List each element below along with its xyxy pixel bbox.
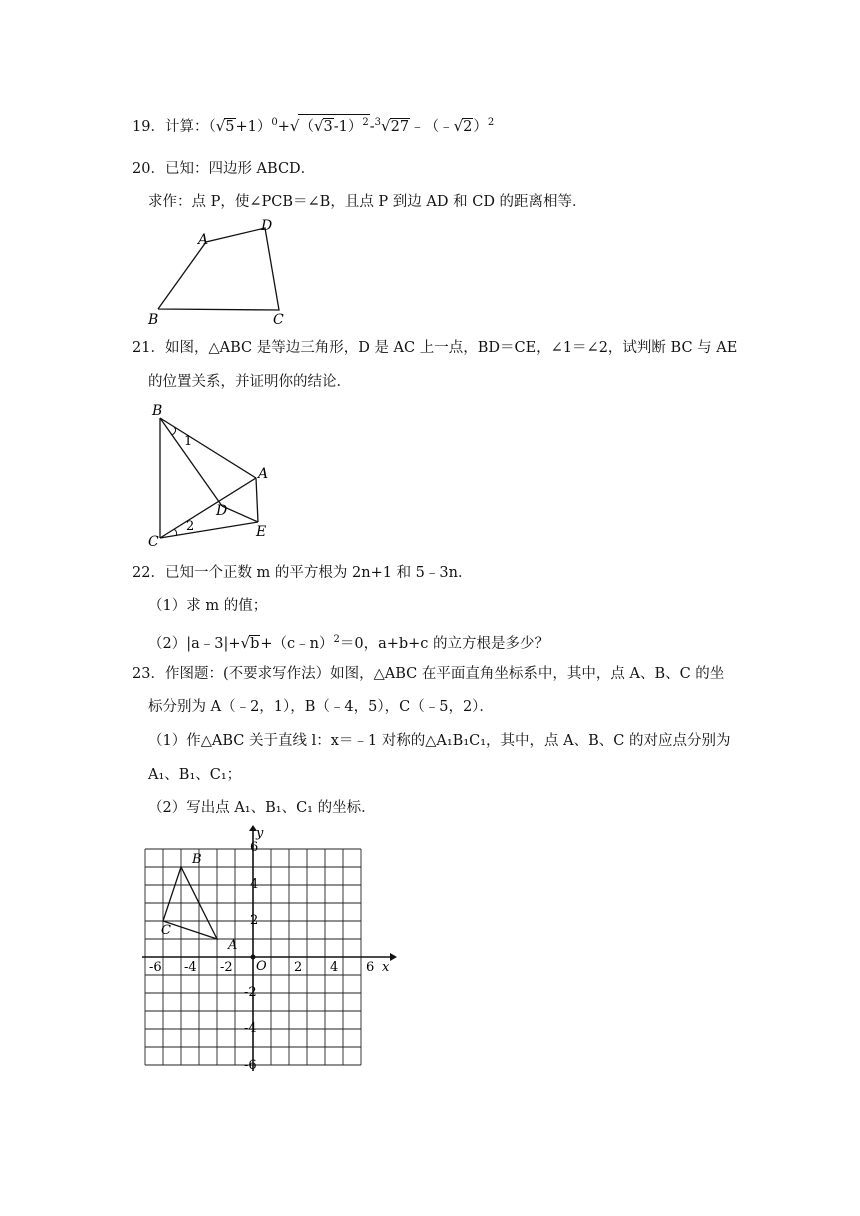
- cbrt-symbol: √: [381, 117, 391, 135]
- q21-angle-2: 2: [186, 519, 195, 534]
- sqrt-symbol: √: [313, 117, 324, 135]
- q22-line1: [132, 563, 472, 583]
- x-tick-2: 2: [294, 960, 303, 975]
- point-label-A: A: [228, 938, 238, 953]
- q23-text5: （2）写出点 A₁、B₁、C₁ 的坐标．: [148, 800, 376, 816]
- sqrt-symbol: √: [240, 634, 251, 652]
- q22-part1: [148, 596, 267, 616]
- q19-minus3: ﹣: [410, 119, 425, 135]
- point-label-C: C: [161, 923, 171, 938]
- origin-dot: [251, 955, 256, 960]
- q22-part1-text: （1）求 m 的值；: [148, 598, 268, 614]
- q20-number: 20．: [132, 161, 165, 177]
- q22-part2-c: +（c﹣n）: [260, 636, 334, 652]
- q21-label-B: B: [152, 403, 163, 419]
- q19-open2: （: [299, 119, 314, 135]
- q23-text2: 标分别为 A（﹣2，1），B（﹣4，5），C（﹣5，2）．: [148, 699, 494, 715]
- q23-coordinate-grid: [140, 825, 400, 1075]
- q19-cube-index: 3: [374, 117, 382, 128]
- q19-exp2b: 2: [487, 117, 495, 128]
- q19-sqrt5: 5: [225, 119, 235, 135]
- x-tick-6: 6: [366, 960, 375, 975]
- q21-label-C: C: [148, 534, 159, 550]
- x-axis-label: x: [382, 960, 390, 975]
- q22-part2-a: （2）|a﹣3|+: [148, 636, 241, 652]
- y-tick-neg2: -2: [244, 985, 257, 1000]
- y-tick-6: 6: [250, 840, 259, 855]
- q21-text2: 的位置关系，并证明你的结论．: [148, 374, 351, 390]
- q19-sqrt3: 3: [323, 119, 333, 135]
- q21-line1: [132, 338, 737, 358]
- q22-number: 22．: [132, 565, 165, 581]
- q20-quadrilateral-figure: [140, 212, 300, 330]
- q23-line4: [148, 765, 241, 785]
- q22-part2-b: b: [250, 636, 260, 652]
- q22-part2: [148, 630, 549, 654]
- q21-text1: 如图，△ABC 是等边三角形，D 是 AC 上一点，BD＝CE，∠1＝∠2，试判断 BC 与 AE: [164, 340, 738, 356]
- y-tick-2: 2: [250, 913, 259, 928]
- q20-text1: 已知：四边形 ABCD．: [164, 161, 316, 177]
- q19-sqrt2: 2: [463, 119, 473, 135]
- q19-exp2: 2: [362, 117, 369, 128]
- q20-label-B: B: [148, 312, 159, 328]
- origin-label: O: [256, 959, 267, 974]
- q20-line2: [148, 192, 587, 212]
- q23-line3: [148, 731, 730, 751]
- q19-label: 计算：: [164, 119, 209, 135]
- q19-plus2: +: [277, 119, 290, 135]
- q19-number: 19．: [132, 119, 165, 135]
- q19: [132, 113, 494, 137]
- q23-text4: A₁、B₁、C₁；: [148, 767, 242, 783]
- q21-label-A: A: [258, 466, 269, 482]
- q19-exp0: 0: [271, 117, 278, 128]
- q20-label-A: A: [198, 232, 209, 248]
- q20-label-D: D: [261, 218, 273, 234]
- q21-triangle-figure: [140, 398, 280, 550]
- y-tick-neg4: -4: [244, 1021, 257, 1036]
- q23-line1: [132, 664, 724, 684]
- q22-text1: 已知一个正数 m 的平方根为 2n+1 和 5﹣3n．: [164, 565, 473, 581]
- q19-radicand: [298, 114, 369, 135]
- point-label-B: B: [192, 852, 202, 867]
- q21-label-E: E: [256, 524, 267, 540]
- q22-part2-exp: 2: [333, 634, 340, 645]
- q19-minus2: -: [369, 119, 375, 135]
- q21-angle-1: 1: [184, 434, 193, 449]
- q19-n27: 27: [390, 119, 410, 135]
- q19-open1: （: [208, 119, 216, 135]
- q22-part2-d: ＝0，a+b+c 的立方根是多少？: [339, 636, 550, 652]
- q19-plus1: +1）: [235, 119, 272, 135]
- q20-line1: [132, 159, 315, 179]
- q21-number: 21．: [132, 340, 165, 356]
- q21-label-D: D: [216, 503, 228, 519]
- q23-text3: （1）作△ABC 关于直线 l：x＝﹣1 对称的△A₁B₁C₁，其中，点 A、B、C 的对应点分别为: [148, 733, 731, 749]
- q23-line2: [148, 697, 494, 717]
- sqrt-symbol: √: [453, 117, 464, 135]
- q23-number: 23．: [132, 666, 165, 682]
- q23-text1: 作图题：(不要求写作法）如图，△ABC 在平面直角坐标系中，其中，点 A、B、C 的坐: [164, 666, 725, 682]
- x-tick-neg4: -4: [184, 960, 197, 975]
- y-tick-neg6: -6: [244, 1058, 257, 1073]
- q19-close3: ）: [473, 119, 488, 135]
- q19-minus1: -1）: [333, 119, 363, 135]
- sqrt-symbol: √: [289, 117, 300, 135]
- q19-open3: （﹣: [424, 119, 454, 135]
- q20-text2: 求作：点 P，使∠PCB＝∠B，且点 P 到边 AD 和 CD 的距离相等．: [148, 194, 587, 210]
- q23-line5: [148, 798, 376, 818]
- x-tick-neg6: -6: [149, 960, 162, 975]
- sqrt-symbol: √: [215, 117, 226, 135]
- y-tick-4: 4: [250, 877, 259, 892]
- q21-line2: [148, 372, 351, 392]
- x-axis-arrow-icon: [390, 953, 397, 961]
- q20-label-C: C: [273, 312, 284, 328]
- x-tick-4: 4: [330, 960, 339, 975]
- y-axis-label: y: [256, 826, 264, 841]
- x-tick-neg2: -2: [220, 960, 233, 975]
